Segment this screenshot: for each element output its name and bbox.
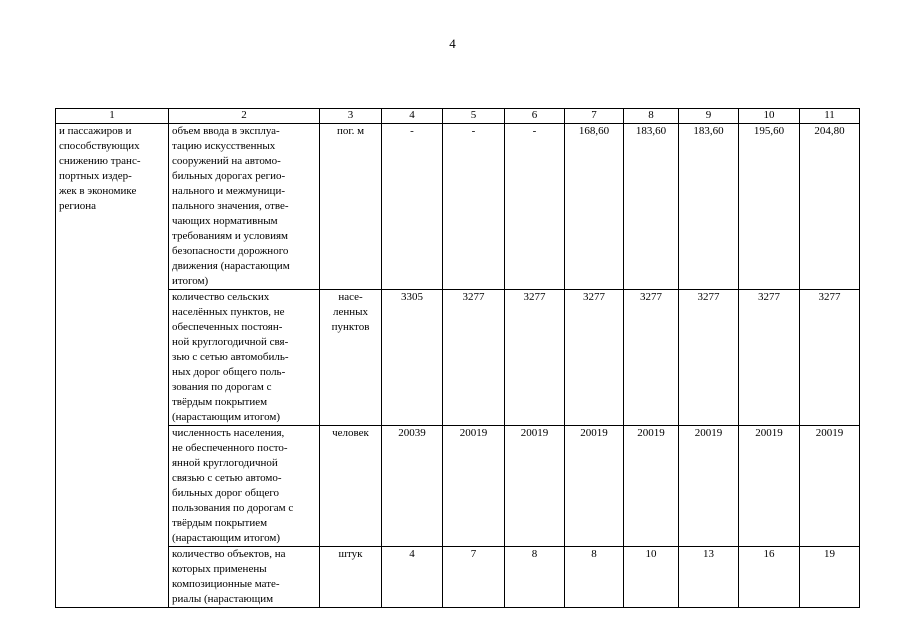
table-row [56,124,860,290]
indicator-cell: численность населения, не обеспеченного посто- янной круглогодичной связью с сетью автомо- бильных дорог общего пользования по дорогам с твёрдым покрытием (нарастающим итогом) [169,426,320,547]
table-row [56,426,860,547]
value-cell: 8 [565,547,624,608]
group-label-cell: и пассажиров и способствующих снижению транс- портных издер- жек в экономике региона [56,124,169,608]
column-number: 7 [565,109,624,124]
value-cell: 3277 [679,290,739,426]
value-cell: 3277 [739,290,800,426]
column-number: 10 [739,109,800,124]
value-cell: 10 [624,547,679,608]
value-cell: 20019 [679,426,739,547]
value-cell: 8 [505,547,565,608]
value-cell: 16 [739,547,800,608]
value-cell: 4 [382,547,443,608]
value-cell: 20019 [624,426,679,547]
value-cell: 204,80 [800,124,860,290]
unit-cell: человек [320,426,382,547]
value-cell: 20019 [443,426,505,547]
value-cell: 20019 [739,426,800,547]
value-cell: 3277 [443,290,505,426]
column-number: 9 [679,109,739,124]
column-number: 11 [800,109,860,124]
column-number: 5 [443,109,505,124]
column-number: 2 [169,109,320,124]
column-number: 4 [382,109,443,124]
column-number: 1 [56,109,169,124]
indicator-cell: объем ввода в эксплуа- тацию искусственных сооружений на автомо- бильных дорогах регио- нального и межмуници- пального значения, отве- чающих нормативным требованиям и условиям безопасности дорожного движения (нарастающим итогом) [169,124,320,290]
column-number: 8 [624,109,679,124]
column-number: 3 [320,109,382,124]
value-cell: - [443,124,505,290]
value-cell: 168,60 [565,124,624,290]
value-cell: 20019 [505,426,565,547]
indicator-cell: количество объектов, на которых применены композиционные мате- риалы (нарастающим [169,547,320,608]
value-cell: 183,60 [679,124,739,290]
value-cell: 20019 [565,426,624,547]
value-cell: 7 [443,547,505,608]
page-number: 4 [449,36,456,51]
value-cell: 19 [800,547,860,608]
value-cell: - [382,124,443,290]
value-cell: 3277 [624,290,679,426]
value-cell: 195,60 [739,124,800,290]
column-number: 6 [505,109,565,124]
value-cell: - [505,124,565,290]
indicators-table [55,108,860,608]
value-cell: 3305 [382,290,443,426]
value-cell: 20019 [800,426,860,547]
value-cell: 3277 [505,290,565,426]
unit-cell: насе- ленных пунктов [320,290,382,426]
indicator-cell: количество сельских населённых пунктов, не обеспеченных постоян- ной круглогодичной свя- зью с сетью автомобиль- ных дорог общего поль- зования по дорогам с твёрдым покрытием (нарастающим итогом) [169,290,320,426]
value-cell: 183,60 [624,124,679,290]
column-number-row [56,109,860,124]
table-row [56,290,860,426]
value-cell: 13 [679,547,739,608]
unit-cell: штук [320,547,382,608]
table-row [56,547,860,608]
value-cell: 3277 [800,290,860,426]
value-cell: 20039 [382,426,443,547]
unit-cell: пог. м [320,124,382,290]
value-cell: 3277 [565,290,624,426]
